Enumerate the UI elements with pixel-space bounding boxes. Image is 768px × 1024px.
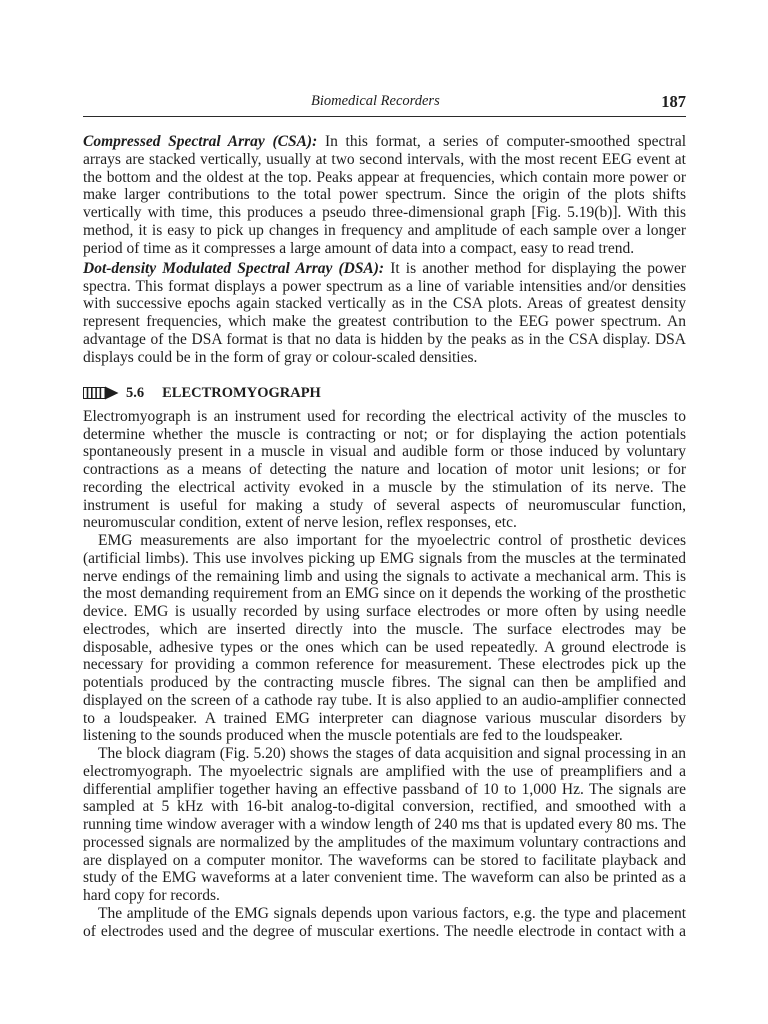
section-number: 5.6 <box>126 385 145 402</box>
definition-term: Dot-density Modulated Spectral Array (DSA): <box>83 259 385 277</box>
definition-paragraph-dsa <box>83 260 686 367</box>
page-number: 187 <box>661 92 686 111</box>
icon-arrowhead <box>105 387 119 400</box>
section-paragraph: EMG measurements are also important for the myoelectric control of prosthetic devices (artificial limbs). This use involves picking up EMG signals from the muscles at the terminated nerve endings of the remaining limb and using the signals to activate a mechanical arm. This is the most demanding requirement from an EMG since on it depends the working of the prosthetic device. EMG is usually recorded by using surface electrodes or more often by using needle electrodes, which are inserted directly into the muscle. The surface electrodes may be disposable, adhesive types or the ones which can be used repeatedly. A ground electrode is necessary for providing a common reference for measurement. These electrodes pick up the potentials produced by the contracting muscle fibres. The signal can then be amplified and displayed on the screen of a cathode ray tube. It is also applied to an audio-amplifier connected to a loudspeaker. A trained EMG interpreter can diagnose various muscular disorders by listening to the sounds produced when the muscle potentials are fed to the loudspeaker. <box>83 532 686 745</box>
definition-paragraph-csa <box>83 133 686 257</box>
page-body <box>83 133 686 940</box>
section-paragraph: The block diagram (Fig. 5.20) shows the stages of data acquisition and signal processing in an electromyograph. The myoelectric signals are amplified with the use of preamplifiers and a differential amplifier together having an effective passband of 10 to 1,000 Hz. The signals are sampled at 5 kHz with 16-bit analog-to-digital conversion, rectified, and smoothed with a running time window averager with a window length of 240 ms that is updated every 80 ms. The processed signals are normalized by the amplitudes of the maximum voluntary contractions and are displayed on a computer monitor. The waveforms can be stored to facilitate playback and study of the EMG waveforms at a later convenient time. The waveform can also be printed as a hard copy for records. <box>83 745 686 904</box>
definition-term: Compressed Spectral Array (CSA): <box>83 133 318 150</box>
section-arrow-icon <box>83 386 119 400</box>
definition-text: It is another method for displaying the power spectra. This format displays a power spectrum as a line of variable intensities and/or densities with successive epochs again stacked vertically as in the CSA plots. Areas of greatest density represent frequencies, which make the greatest contribution to the EEG power spectrum. An advantage of the DSA format is that no data is hidden by the peaks as in the CSA display. DSA displays could be in the form of gray or colour-scaled densities. <box>83 259 687 366</box>
section-paragraph: Electromyograph is an instrument used for recording the electrical activity of the muscles to determine whether the muscle is contracting or not; or for displaying the action potentials spontaneously present in a muscle in visual and audible form or those induced by voluntary contractions as a means of detecting the nature and location of motor unit lesions; or for recording the electrical activity evoked in a muscle by the stimulation of its nerve. The instrument is useful for making a study of several aspects of neuromuscular function, neuromuscular condition, extent of nerve lesion, reflex responses, etc. <box>83 407 686 532</box>
section-heading <box>83 383 686 403</box>
running-head <box>83 92 686 112</box>
header-rule <box>83 116 686 117</box>
section-paragraph-continued: The amplitude of the EMG signals depends upon various factors, e.g. the type and placement of electrodes used and the degree of muscular exertions. The needle electrode in contact with a <box>83 904 686 940</box>
section-title: ELECTROMYOGRAPH <box>162 385 321 402</box>
definition-text: In this format, a series of computer-smoothed spectral arrays are stacked vertically, usually at two second intervals, with the most recent EEG event at the bottom and the oldest at the top. Peaks appear at frequencies, which contain more power or make larger contributions to the total power spectrum. Since the origin of the plots shifts vertically with time, this produces a pseudo three-dimensional graph [Fig. 5.19(b)]. With this method, it is easy to pick up changes in frequency and amplitude of each sample over a longer period of time as it compresses a large amount of data into a compact, easy to read trend. <box>83 133 687 257</box>
running-title: Biomedical Recorders <box>311 93 440 109</box>
